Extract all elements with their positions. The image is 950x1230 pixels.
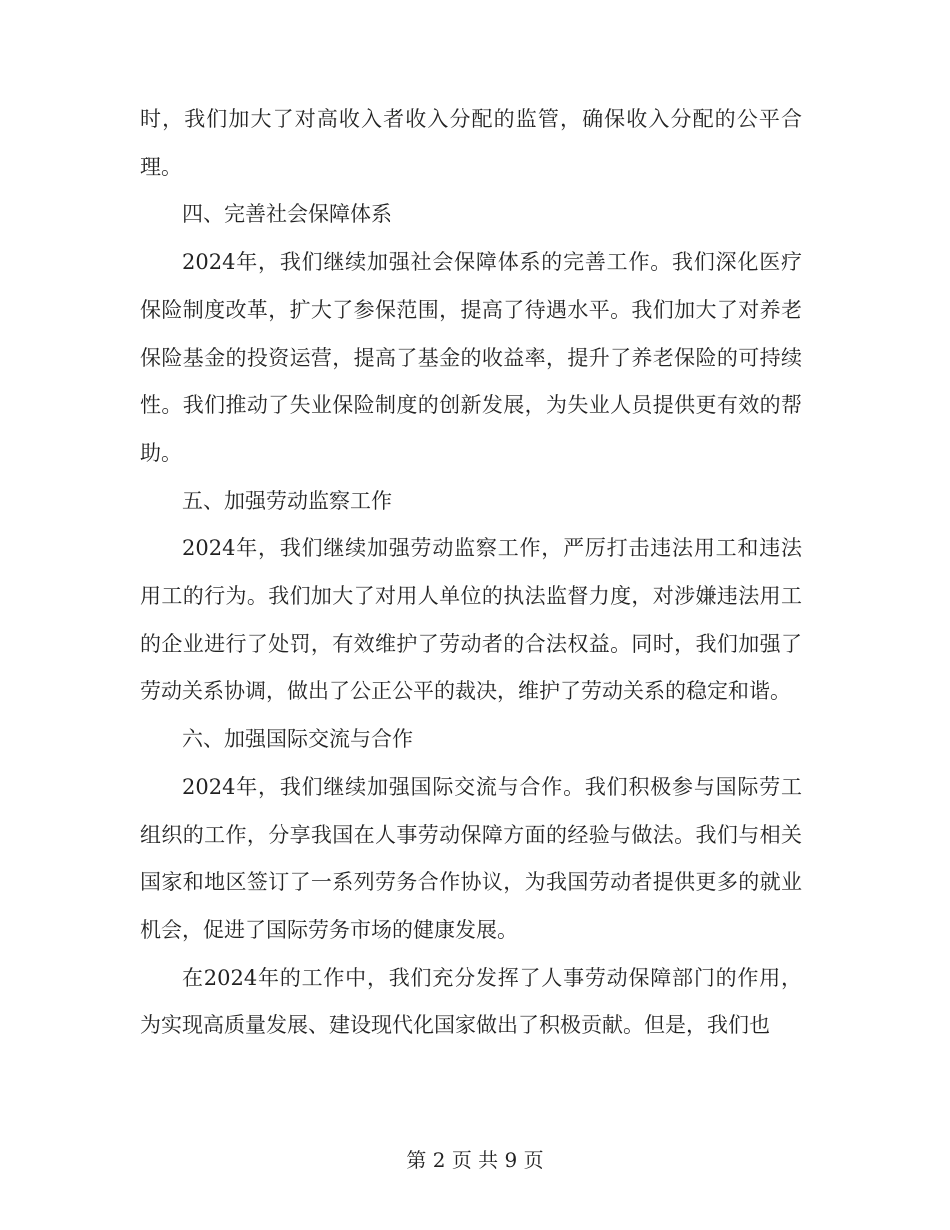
paragraph-social-security: 2024年，我们继续加强社会保障体系的完善工作。我们深化医疗保险制度改革，扩大了参保范围，提高了待遇水平。我们加大了对养老保险基金的投资运营，提高了基金的收益率，提升了养老保险的可持续性。我们推动了失业保险制度的创新发展，为失业人员提供更有效的帮助。 xyxy=(140,250,802,465)
paragraph-international-cooperation: 2024年，我们继续加强国际交流与合作。我们积极参与国际劳工组织的工作，分享我国在人事劳动保障方面的经验与做法。我们与相关国家和地区签订了一系列劳务合作协议，为我国劳动者提供更多的就业机会，促进了国际劳务市场的健康发展。 xyxy=(140,774,802,942)
document-body xyxy=(140,96,802,1050)
paragraph-labor-inspection: 2024年，我们继续加强劳动监察工作，严厉打击违法用工和违法用工的行为。我们加大了对用人单位的执法监督力度，对涉嫌违法用工的企业进行了处罚，有效维护了劳动者的合法权益。同时，我们加强了劳动关系协调，做出了公正公平的裁决，维护了劳动关系的稳定和谐。 xyxy=(140,536,802,704)
page-number-footer: 第 2 页 共 9 页 xyxy=(406,1148,544,1172)
section-heading-6: 六、加强国际交流与合作 xyxy=(182,727,413,752)
section-heading-5: 五、加强劳动监察工作 xyxy=(182,488,392,513)
section-heading-4: 四、完善社会保障体系 xyxy=(182,202,392,227)
paragraph-continuation: 时，我们加大了对高收入者收入分配的监管，确保收入分配的公平合理。 xyxy=(140,107,802,179)
paragraph-conclusion: 在2024年的工作中，我们充分发挥了人事劳动保障部门的作用，为实现高质量发展、建设现代化国家做出了积极贡献。但是，我们也 xyxy=(140,965,802,1038)
